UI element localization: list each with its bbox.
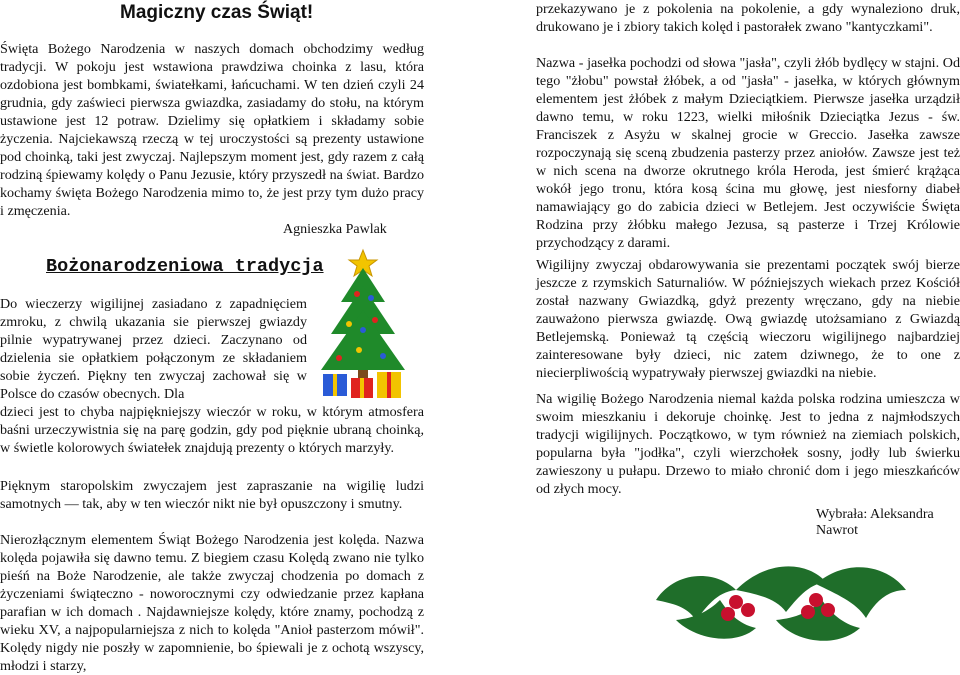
christmas-tree-paragraph: Na wigilię Bożego Narodzenia niemal każda polska rodzina umieszcza w swoim mieszkaniu i dekoruje choinkę. Jest to jedna z najmłodszych tradycji wigilijnych. Początkowo, w tym również na ziemiach polskich, popularna była "jodłka", czyli wierzchołek sosny, jodły lub świerku zawieszony u pułapu. Drzewo to miało chronić dom i jego mieszkańców od złych mocy. [536,391,960,497]
intro-paragraph: Święta Bożego Narodzenia w naszych domach obchodzimy według tradycji. W pokoju jest wstawiona prawdziwa choinka z lasu, która ozdobiona jest bombkami, światełkami, łańcuchami. W ten dzień czyli 24 grudnia, gdy zaświeci pierwsza gwiazdka, zasiadamy do stołu, na którym ustawione jest 12 potraw. Dzielimy się opłatkiem i składamy sobie życzenia. Najciekawszą rzeczą w tej uroczystości są prezenty ustawione pod choinką, taki jest zwyczaj. Najlepszym moment jest, gdy razem z całą rodziną śpiewamy kolędy o Panu Jezusie, który przyszedł na świat. Bardzo kochamy święta Bożego Narodzenia mimo to, że jest przy tym dużo pracy i zmęczenia. [0,41,424,219]
gift-giving-paragraph: Wigilijny zwyczaj obdarowywania sie prezentami początek swój bierze jeszcze z rzymskich Saturnaliów. W późniejszych wiekach przez Kościół został nazwany Gwiazdką, gdyż prezenty wręczano, gdy na niebie zauważono pierwsza gwiazdę. Ową gwiazdę utożsamiano z Gwiazdą Betlejemską. Ponieważ tą częścią wieczoru wigilijnego najbardziej zainteresowane były dzieci, nic zatem dziwnego, że to one z niecierpliwością wypatrywały pierwszej gwiazdki na niebie. [536,257,960,381]
lonely-guests-paragraph: Pięknym staropolskim zwyczajem jest zapraszanie na wigilię ludzi samotnych — tak, aby w ten wieczór nikt nie był opuszczony i smutny. [0,478,424,512]
holly-image [616,520,936,660]
tradition-text-wrapped: Do wieczerzy wigilijnej zasiadano z zapadnięciem zmroku, z chwilą ukazania sie pierwszej gwiazdy pilnie wypatrywanej przez dzieci. Zaczynano od dzielenia sie opłatkiem połączonym ze składaniem sobie życzeń. Piękny ten zwyczaj zachował się w Polsce do czasów obecnych. Dla [0,296,307,402]
carol-paragraph: Nierozłącznym elementem Świąt Bożego Narodzenia jest kolęda. Nazwa kolęda pojawiła się dawno temu. Z biegiem czasu Kolędą zwano nie tylko pieśń na Boże Narodzenie, ale także zwyczaj chodzenia po domach z życzeniami świąteczno - noworocznymi czy odwiedzanie przez kapłana parafian w ich domach . Najdawniejsze kolędy, które znamy, pochodzą z wieku XV, a najpopularniejsza z nich to kolęda "Anioł pasterzom mówił". Kolędy nigdy nie poszły w zapomnienie, bo śpiewali je z ochotą wszyscy, młodzi i starzy, [0,532,424,674]
christmas-tree-image [313,246,413,406]
section-heading: Bożonarodzeniowa tradycja [46,256,324,277]
page-title: Magiczny czas Świąt! [120,2,314,23]
nativity-play-paragraph: Nazwa - jasełka pochodzi od słowa "jasła", czyli żłób bydlęcy w stajni. Od tego "żłobu" powstał żłóbek, a od "jasła" - jasełka, w których głównym elementem jest żłóbek z małym Dzieciątkiem. Pierwsze jasełka urządził dawno temu, w roku 1223, wielki miłośnik Dzieciątka Jezus - św. Franciszek z Asyżu w skalnej grocie w Greccio. Jasełka zawsze rozpoczynają się sceną zbudzenia pasterzy przez aniołów. Zawsze jest też w nich scena na dworze okrutnego króla Heroda, jest śmierć krążąca wokół jego tronu, która kosą ścina mu głowę, jest niesforny diabeł namawiający go do zabicia dzieci w Betlejem. Jest oczywiście Święta Rodzina przy żłóbku małego Jezusa, są pasterze i Trzej Królowie przychodzący z darami. [536,55,960,251]
tradition-text-full: dzieci jest to chyba najpiękniejszy wieczór w roku, w którym atmosfera baśni urzeczywistnia się na parę godzin, gdy pod pięknie ubraną choinką, w świetle kolorowych światełek znajdują prezenty o których marzyły. [0,404,424,456]
carol-continuation-paragraph: przekazywano je z pokolenia na pokolenie, a gdy wynaleziono druk, drukowano je i zbiory takich kolęd i pastorałek zwano "kantyczkami". [536,1,960,35]
author-signature-right: Wybrała: Aleksandra Nawrot [816,507,934,538]
author-signature: Agnieszka Pawlak [283,222,387,237]
